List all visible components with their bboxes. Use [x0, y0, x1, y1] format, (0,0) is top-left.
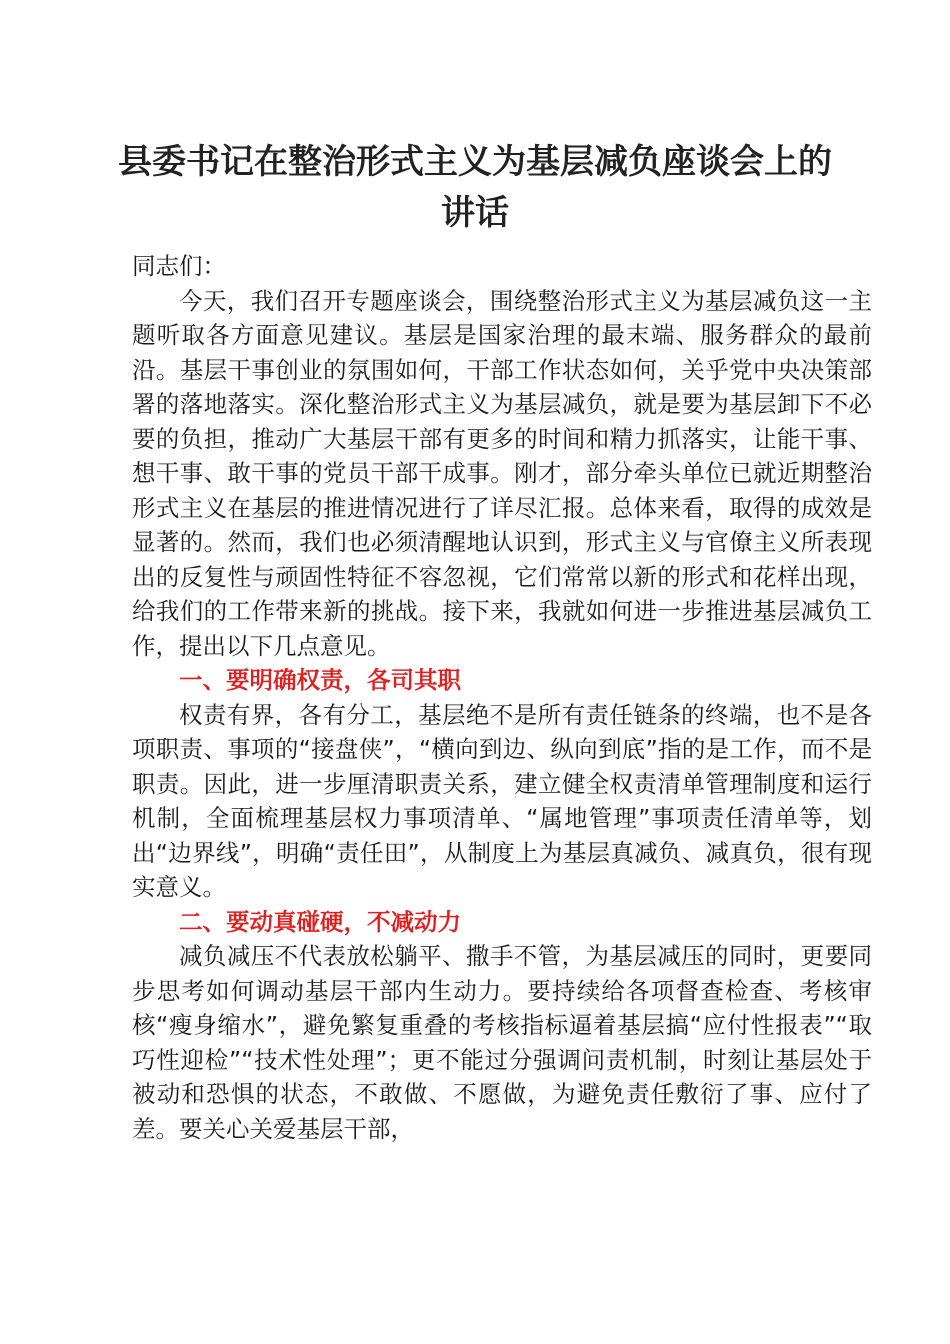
intro-paragraph: 今天，我们召开专题座谈会，围绕整治形式主义为基层减负这一主题听取各方面意见建议。基层是国家治理的最末端、服务群众的最前沿。基层干事创业的氛围如何，干部工作状态如何，关乎党中央决策部署的落地落实。深化整治形式主义为基层减负，就是要为基层卸下不必要的负担，推动广大基层干部有更多的时间和精力抓落实，让能干事、想干事、敢干事的党员干部干成事。刚才，部分牵头单位已就近期整治形式主义在基层的推进情况进行了详尽汇报。总体来看，取得的成效是显著的。然而，我们也必须清醒地认识到，形式主义与官僚主义所表现出的反复性与顽固性特征不容忽视，它们常常以新的形式和花样出现，给我们的工作带来新的挑战。接下来，我就如何进一步推进基层减负工作，提出以下几点意见。 — [132, 286, 872, 660]
document-title: 县委书记在整治形式主义为基层减负座谈会上的讲话 — [118, 142, 832, 233]
document-body — [132, 249, 872, 1146]
section-paragraph-2: 减负减压不代表放松躺平、撒手不管，为基层减压的同时，更要同步思考如何调动基层干部内生动力。要持续给各项督查检查、考核审核“瘦身缩水”，避免繁复重叠的考核指标逼着基层搞“应付性报表”“取巧性迎检”“技术性处理”；更不能过分强调问责机制，时刻让基层处于被动和恐惧的状态，不敢做、不愿做，为避免责任敷衍了事、应付了差。要关心关爱基层干部， — [132, 942, 872, 1143]
section-heading-2: 二、要动真碰硬，不减动力 — [179, 907, 461, 936]
salutation: 同志们： — [132, 252, 226, 280]
section-heading-1: 一、要明确权责，各司其职 — [179, 666, 461, 694]
section-paragraph-1: 权责有界，各有分工，基层绝不是所有责任链条的终端，也不是各项职责、事项的“接盘侠”，“横向到边、纵向到底”指的是工作，而不是职责。因此，进一步厘清职责关系，建立健全权责清单管理制度和运行机制，全面梳理基层权力事项清单、“属地管理”事项责任清单等，划出“边界线”，明确“责任田”，从制度上为基层真减负、减真负，很有现实意义。 — [132, 700, 872, 901]
